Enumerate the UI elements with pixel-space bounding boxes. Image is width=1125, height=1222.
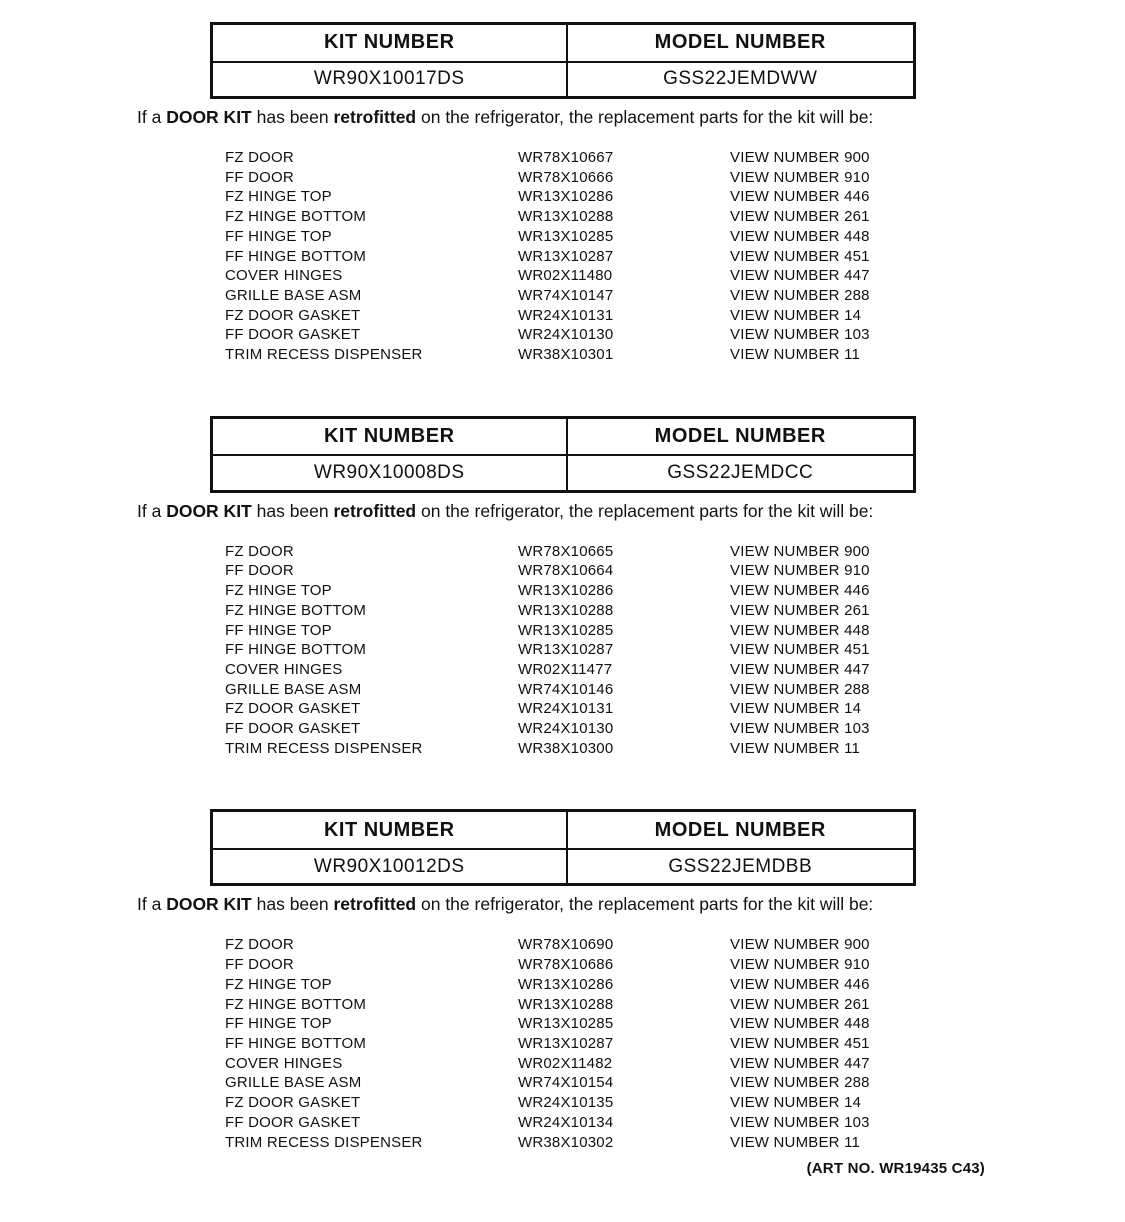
part-name: FZ HINGE TOP bbox=[225, 188, 332, 206]
part-number: WR13X10286 bbox=[518, 975, 614, 993]
part-number: WR78X10665 bbox=[518, 542, 614, 560]
part-view-number: VIEW NUMBER 910 bbox=[730, 168, 870, 186]
sentence-text: If a bbox=[137, 500, 167, 521]
part-view-number: VIEW NUMBER 900 bbox=[730, 936, 870, 954]
part-name: TRIM RECESS DISPENSER bbox=[225, 346, 423, 364]
part-name: FZ DOOR bbox=[225, 542, 294, 560]
part-view-number: VIEW NUMBER 11 bbox=[730, 739, 861, 757]
kit-model-table bbox=[210, 809, 916, 886]
model-number-header: MODEL NUMBER bbox=[567, 811, 915, 849]
sentence-text: If a bbox=[137, 894, 167, 915]
part-number: WR74X10147 bbox=[518, 286, 614, 304]
part-number: WR78X10664 bbox=[518, 562, 614, 580]
sentence-bold-door-kit: DOOR KIT bbox=[166, 500, 252, 521]
part-number: WR13X10287 bbox=[518, 641, 614, 659]
part-row bbox=[225, 1073, 1125, 1093]
part-row bbox=[225, 995, 1125, 1015]
part-row bbox=[225, 935, 1125, 955]
part-row bbox=[225, 325, 1125, 345]
part-view-number: VIEW NUMBER 14 bbox=[730, 700, 862, 718]
part-row bbox=[225, 719, 1125, 739]
part-number: WR24X10131 bbox=[518, 700, 614, 718]
part-row bbox=[225, 266, 1125, 286]
part-number: WR78X10666 bbox=[518, 168, 614, 186]
part-number: WR24X10130 bbox=[518, 326, 614, 344]
part-name: GRILLE BASE ASM bbox=[225, 680, 362, 698]
kit-number-value: WR90X10017DS bbox=[212, 62, 567, 98]
part-name: GRILLE BASE ASM bbox=[225, 1074, 362, 1092]
part-name: FZ DOOR bbox=[225, 936, 294, 954]
part-name: FZ DOOR bbox=[225, 149, 294, 166]
kit-number-value: WR90X10012DS bbox=[212, 849, 567, 885]
part-row bbox=[225, 621, 1125, 641]
part-number: WR24X10130 bbox=[518, 720, 614, 738]
kit-model-table bbox=[210, 416, 916, 493]
part-row bbox=[225, 247, 1125, 267]
part-name: FZ HINGE BOTTOM bbox=[225, 208, 367, 226]
part-row bbox=[225, 699, 1125, 719]
part-row bbox=[225, 207, 1125, 227]
kit-model-table bbox=[210, 22, 916, 99]
part-view-number: VIEW NUMBER 448 bbox=[730, 621, 870, 639]
part-number: WR02X11482 bbox=[518, 1054, 613, 1072]
part-view-number: VIEW NUMBER 446 bbox=[730, 188, 870, 206]
part-name: FZ DOOR GASKET bbox=[225, 1094, 361, 1112]
part-row bbox=[225, 955, 1125, 975]
part-name: TRIM RECESS DISPENSER bbox=[225, 1133, 423, 1151]
kit-section bbox=[0, 22, 1125, 365]
part-row bbox=[225, 1113, 1125, 1133]
part-view-number: VIEW NUMBER 447 bbox=[730, 660, 870, 678]
retrofit-sentence bbox=[137, 108, 1125, 127]
part-name: FF HINGE TOP bbox=[225, 227, 332, 245]
sentence-text: on the refrigerator, the replacement parts for the kit will be: bbox=[416, 500, 874, 521]
part-number: WR78X10667 bbox=[518, 149, 614, 166]
part-view-number: VIEW NUMBER 448 bbox=[730, 227, 870, 245]
model-number-header: MODEL NUMBER bbox=[567, 24, 915, 62]
part-row bbox=[225, 1133, 1125, 1153]
parts-list bbox=[225, 542, 1125, 759]
sentence-bold-retrofitted: retrofitted bbox=[333, 894, 417, 915]
part-view-number: VIEW NUMBER 900 bbox=[730, 542, 870, 560]
kit-number-header: KIT NUMBER bbox=[212, 417, 567, 455]
retrofit-sentence bbox=[137, 502, 1125, 521]
part-number: WR74X10146 bbox=[518, 680, 614, 698]
part-view-number: VIEW NUMBER 11 bbox=[730, 1133, 861, 1151]
part-number: WR13X10288 bbox=[518, 601, 614, 619]
part-number: WR78X10686 bbox=[518, 956, 614, 974]
part-number: WR24X10135 bbox=[518, 1094, 614, 1112]
part-view-number: VIEW NUMBER 448 bbox=[730, 1015, 870, 1033]
sentence-text: has been bbox=[251, 500, 334, 521]
part-view-number: VIEW NUMBER 261 bbox=[730, 601, 870, 619]
part-view-number: VIEW NUMBER 103 bbox=[730, 326, 870, 344]
part-row bbox=[225, 1034, 1125, 1054]
part-number: WR13X10287 bbox=[518, 1034, 614, 1052]
sentence-bold-retrofitted: retrofitted bbox=[333, 500, 417, 521]
model-number-header: MODEL NUMBER bbox=[567, 417, 915, 455]
retrofit-sentence bbox=[137, 895, 1125, 914]
part-view-number: VIEW NUMBER 446 bbox=[730, 582, 870, 600]
part-view-number: VIEW NUMBER 14 bbox=[730, 306, 862, 324]
art-number-footer: (ART NO. WR19435 C43) bbox=[806, 1160, 985, 1178]
part-name: FF DOOR bbox=[225, 168, 294, 186]
parts-list bbox=[225, 935, 1125, 1152]
sentence-bold-door-kit: DOOR KIT bbox=[166, 894, 252, 915]
part-number: WR38X10301 bbox=[518, 346, 614, 364]
part-name: FF DOOR bbox=[225, 956, 294, 974]
part-view-number: VIEW NUMBER 103 bbox=[730, 720, 870, 738]
part-name: FF DOOR GASKET bbox=[225, 1113, 361, 1131]
kit-section bbox=[0, 416, 1125, 759]
part-name: FZ HINGE BOTTOM bbox=[225, 601, 367, 619]
part-row bbox=[225, 1054, 1125, 1074]
part-view-number: VIEW NUMBER 447 bbox=[730, 1054, 870, 1072]
part-number: WR74X10154 bbox=[518, 1074, 614, 1092]
part-name: FF DOOR bbox=[225, 562, 294, 580]
part-view-number: VIEW NUMBER 11 bbox=[730, 346, 861, 364]
part-view-number: VIEW NUMBER 451 bbox=[730, 641, 870, 659]
part-row bbox=[225, 660, 1125, 680]
part-row bbox=[225, 227, 1125, 247]
part-name: FF HINGE BOTTOM bbox=[225, 641, 367, 659]
part-row bbox=[225, 286, 1125, 306]
kit-number-value: WR90X10008DS bbox=[212, 455, 567, 491]
part-row bbox=[225, 542, 1125, 562]
sentence-text: has been bbox=[251, 107, 334, 127]
part-view-number: VIEW NUMBER 288 bbox=[730, 1074, 870, 1092]
part-name: FF DOOR GASKET bbox=[225, 326, 361, 344]
model-number-value: GSS22JEMDWW bbox=[567, 62, 915, 98]
part-name: FF DOOR GASKET bbox=[225, 720, 361, 738]
part-view-number: VIEW NUMBER 900 bbox=[730, 149, 870, 166]
model-number-value: GSS22JEMDBB bbox=[567, 849, 915, 885]
parts-list bbox=[225, 148, 1125, 365]
part-name: FZ HINGE TOP bbox=[225, 975, 332, 993]
sentence-bold-retrofitted: retrofitted bbox=[333, 107, 417, 127]
part-number: WR24X10134 bbox=[518, 1113, 614, 1131]
part-row bbox=[225, 975, 1125, 995]
document-page bbox=[0, 22, 1125, 1222]
part-row bbox=[225, 739, 1125, 759]
kit-number-header: KIT NUMBER bbox=[212, 24, 567, 62]
part-name: FZ HINGE BOTTOM bbox=[225, 995, 367, 1013]
part-name: TRIM RECESS DISPENSER bbox=[225, 739, 423, 757]
part-number: WR13X10288 bbox=[518, 208, 614, 226]
part-row bbox=[225, 345, 1125, 365]
sentence-text: has been bbox=[251, 894, 334, 915]
part-view-number: VIEW NUMBER 288 bbox=[730, 286, 870, 304]
part-row bbox=[225, 187, 1125, 207]
part-number: WR02X11477 bbox=[518, 660, 613, 678]
sentence-text: If a bbox=[137, 107, 167, 127]
part-row bbox=[225, 148, 1125, 168]
part-view-number: VIEW NUMBER 446 bbox=[730, 975, 870, 993]
kit-number-header: KIT NUMBER bbox=[212, 811, 567, 849]
part-name: GRILLE BASE ASM bbox=[225, 286, 362, 304]
part-number: WR13X10287 bbox=[518, 247, 614, 265]
part-number: WR13X10286 bbox=[518, 582, 614, 600]
part-number: WR38X10300 bbox=[518, 739, 614, 757]
part-view-number: VIEW NUMBER 451 bbox=[730, 247, 870, 265]
part-row bbox=[225, 168, 1125, 188]
part-name: FF HINGE BOTTOM bbox=[225, 1034, 367, 1052]
kit-section bbox=[0, 809, 1125, 1152]
part-view-number: VIEW NUMBER 261 bbox=[730, 208, 870, 226]
part-view-number: VIEW NUMBER 910 bbox=[730, 562, 870, 580]
part-view-number: VIEW NUMBER 288 bbox=[730, 680, 870, 698]
part-number: WR38X10302 bbox=[518, 1133, 614, 1151]
part-number: WR78X10690 bbox=[518, 936, 614, 954]
part-row bbox=[225, 306, 1125, 326]
part-name: FZ HINGE TOP bbox=[225, 582, 332, 600]
sentence-bold-door-kit: DOOR KIT bbox=[166, 107, 252, 127]
part-row bbox=[225, 601, 1125, 621]
part-view-number: VIEW NUMBER 447 bbox=[730, 267, 870, 285]
model-number-value: GSS22JEMDCC bbox=[567, 455, 915, 491]
sections-root bbox=[0, 22, 1125, 1152]
part-name: FZ DOOR GASKET bbox=[225, 306, 361, 324]
part-number: WR13X10285 bbox=[518, 1015, 614, 1033]
part-view-number: VIEW NUMBER 451 bbox=[730, 1034, 870, 1052]
part-view-number: VIEW NUMBER 14 bbox=[730, 1094, 862, 1112]
part-name: FF HINGE BOTTOM bbox=[225, 247, 367, 265]
part-row bbox=[225, 1093, 1125, 1113]
part-name: FF HINGE TOP bbox=[225, 621, 332, 639]
sentence-text: on the refrigerator, the replacement parts for the kit will be: bbox=[416, 107, 874, 127]
sentence-text: on the refrigerator, the replacement parts for the kit will be: bbox=[416, 894, 874, 915]
part-view-number: VIEW NUMBER 103 bbox=[730, 1113, 870, 1131]
part-row bbox=[225, 561, 1125, 581]
part-name: COVER HINGES bbox=[225, 1054, 343, 1072]
part-name: FZ DOOR GASKET bbox=[225, 700, 361, 718]
part-number: WR13X10285 bbox=[518, 621, 614, 639]
part-row bbox=[225, 680, 1125, 700]
part-row bbox=[225, 1014, 1125, 1034]
part-number: WR13X10286 bbox=[518, 188, 614, 206]
part-name: FF HINGE TOP bbox=[225, 1015, 332, 1033]
part-row bbox=[225, 581, 1125, 601]
part-name: COVER HINGES bbox=[225, 267, 343, 285]
part-number: WR02X11480 bbox=[518, 267, 613, 285]
part-name: COVER HINGES bbox=[225, 660, 343, 678]
part-row bbox=[225, 640, 1125, 660]
part-number: WR13X10288 bbox=[518, 995, 614, 1013]
part-view-number: VIEW NUMBER 910 bbox=[730, 956, 870, 974]
part-number: WR24X10131 bbox=[518, 306, 614, 324]
part-view-number: VIEW NUMBER 261 bbox=[730, 995, 870, 1013]
part-number: WR13X10285 bbox=[518, 227, 614, 245]
